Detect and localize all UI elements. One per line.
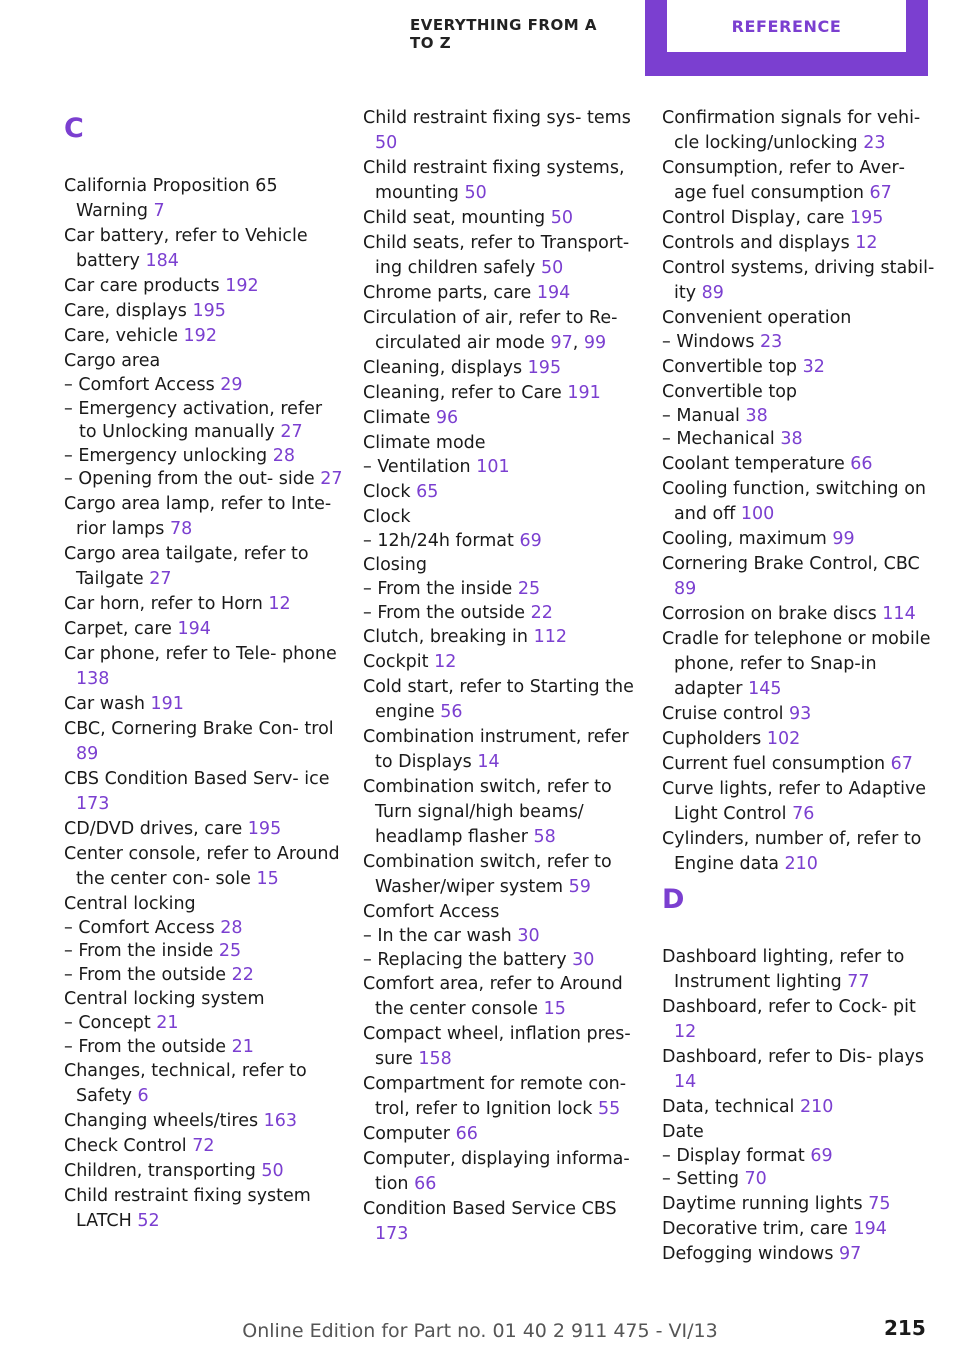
index-entry	[662, 106, 942, 156]
entry-text: Confirmation signals for vehi‐ cle locking/unlocking	[662, 108, 921, 153]
index-column-3	[662, 106, 942, 1267]
entry-text: Care, displays	[64, 301, 193, 321]
index-entry	[64, 299, 344, 324]
entry-text: Control Display, care	[662, 208, 850, 228]
page-reference-link[interactable]: 55	[597, 1099, 621, 1119]
page-reference-link[interactable]: 27	[280, 422, 303, 442]
entry-text: Child seats, refer to Transport‐ ing children safely	[363, 233, 630, 278]
entry-text: Consumption, refer to Aver‐ age fuel consumption	[662, 158, 906, 203]
page-reference-link[interactable]: 195	[527, 358, 562, 378]
index-entry	[363, 625, 643, 650]
page-reference-link[interactable]: 112	[533, 627, 567, 647]
index-entry	[363, 1147, 643, 1197]
index-subentry	[662, 428, 942, 452]
entry-text: Convenient operation	[662, 308, 852, 328]
index-entry	[64, 542, 344, 592]
entry-text: – Comfort Access	[64, 917, 221, 938]
index-entry	[64, 174, 344, 224]
index-entry	[64, 1134, 344, 1159]
index-subentry	[64, 445, 344, 469]
index-entry	[363, 106, 643, 156]
entry-text: – Display format	[662, 1145, 811, 1166]
index-entry	[64, 892, 344, 917]
entry-text: Cargo area	[64, 351, 161, 371]
page-reference-link[interactable]: 50	[464, 183, 487, 203]
index-subentry	[363, 925, 643, 949]
entry-text: Car wash	[64, 693, 151, 714]
entry-text: Child restraint fixing systems, mounting	[363, 158, 625, 203]
entry-text: Combination switch, refer to Washer/wiper system	[363, 852, 612, 897]
index-entry	[662, 1242, 942, 1267]
index-entry	[662, 206, 942, 231]
page-reference-link[interactable]: 102	[766, 728, 801, 749]
index-entry	[662, 256, 942, 306]
index-entry	[662, 527, 942, 552]
page-reference-link[interactable]: 38	[780, 429, 803, 449]
entry-text: Convertible top	[662, 381, 798, 402]
entry-text: Central locking system	[64, 989, 265, 1009]
index-entry	[662, 995, 942, 1045]
index-entry	[662, 1045, 942, 1095]
entry-text: CD/DVD drives, care	[64, 818, 248, 839]
entry-text: Control systems, driving stabil‐ ity	[662, 258, 935, 303]
page-reference-link[interactable]: 12	[855, 233, 878, 253]
entry-text: Computer, displaying informa‐ tion	[363, 1149, 630, 1194]
entry-text: Compact wheel, inflation pres‐ sure	[363, 1024, 631, 1069]
page-reference-link[interactable]: 66	[455, 1124, 478, 1144]
page-reference-link[interactable]: 28	[272, 445, 295, 466]
entry-text: Current fuel consumption	[662, 753, 891, 774]
index-letter-heading: C	[64, 113, 84, 144]
entry-text: – From the outside	[64, 964, 232, 985]
page-reference-link[interactable]: 25	[218, 941, 242, 961]
page-reference-link[interactable]: 101	[476, 457, 510, 477]
index-entry	[363, 1122, 643, 1147]
index-entry	[363, 281, 643, 306]
entry-text: – In the car wash	[363, 926, 518, 946]
page-reference-link[interactable]: 191	[150, 693, 184, 714]
index-entry	[363, 480, 643, 505]
page-reference-link[interactable]: 15	[256, 868, 279, 889]
page-reference-link[interactable]: 192	[183, 326, 217, 346]
page-reference-link[interactable]: 12	[268, 593, 291, 614]
page-reference-link[interactable]: 22	[231, 964, 254, 985]
index-entry	[662, 1120, 942, 1145]
page-reference-link[interactable]: 97	[550, 333, 573, 353]
page-reference-link[interactable]: 195	[247, 818, 282, 839]
entry-text: – Opening from the out‐ side	[64, 469, 321, 489]
entry-text: Climate mode	[363, 433, 486, 453]
page-reference-link[interactable]: 72	[192, 1136, 215, 1156]
index-entry	[363, 431, 643, 456]
page-reference-link[interactable]: 22	[530, 602, 553, 623]
section-title: EVERYTHING FROM A TO Z	[410, 16, 597, 52]
index-entry	[662, 627, 942, 702]
page-reference-link[interactable]: 194	[853, 1218, 887, 1239]
index-subentry	[662, 1168, 942, 1192]
entry-text: CBS Condition Based Serv‐ ice	[64, 768, 330, 789]
entry-text: Car care products	[64, 276, 226, 296]
entry-text: – Mechanical	[662, 429, 781, 449]
entry-text: Cornering Brake Control, CBC	[662, 553, 920, 574]
index-entry	[64, 617, 344, 642]
index-entry	[64, 1184, 344, 1234]
index-subentry	[64, 964, 344, 988]
entry-text: – Comfort Access	[64, 375, 221, 395]
entry-text: Controls and displays	[662, 233, 856, 253]
index-subentry	[64, 940, 344, 964]
page-reference-link[interactable]: 89	[701, 283, 724, 303]
page-reference-link[interactable]: 192	[225, 276, 259, 296]
index-entry	[662, 1217, 942, 1242]
page-reference-link[interactable]: 66	[414, 1174, 437, 1194]
entry-text: Check Control	[64, 1136, 193, 1156]
index-entry	[64, 717, 344, 767]
entry-text: – Emergency activation, refer to Unlocking manually	[64, 398, 323, 442]
index-entry: Circulation of air, refer to Re‐ circulated air mode 97, 99	[363, 308, 618, 353]
index-entry	[662, 380, 942, 405]
index-entry	[64, 1109, 344, 1134]
index-entry	[363, 356, 643, 381]
entry-text: Curve lights, refer to Adaptive Light Control	[662, 778, 927, 824]
page-reference-link[interactable]: 14	[674, 1071, 697, 1092]
page-reference-link[interactable]: 184	[145, 251, 179, 271]
entry-text: Cleaning, refer to Care	[363, 383, 568, 403]
page-reference-link[interactable]: 23	[863, 133, 886, 153]
index-entry	[662, 552, 942, 602]
index-subentry	[363, 578, 643, 602]
page-reference-link[interactable]: 30	[572, 949, 595, 970]
entry-text: Cleaning, displays	[363, 358, 528, 378]
entry-text: Car horn, refer to Horn	[64, 593, 269, 614]
entry-text: – From the inside	[64, 941, 219, 961]
index-subentry	[64, 398, 344, 445]
entry-text: Cold start, refer to Starting the engine	[363, 677, 634, 722]
index-letter-heading: D	[662, 883, 685, 915]
page-reference-link[interactable]: 96	[435, 408, 459, 428]
index-entry	[363, 900, 643, 925]
entry-text: – From the inside	[363, 579, 518, 599]
index-entry	[64, 324, 344, 349]
index-subentry	[662, 1145, 942, 1169]
index-entry	[662, 1192, 942, 1217]
page-reference-link[interactable]: 7	[153, 201, 165, 221]
page-reference-link[interactable]: 6	[137, 1086, 149, 1106]
entry-text: – Ventilation	[363, 457, 477, 477]
index-entry	[363, 553, 643, 578]
page-reference-link[interactable]: 30	[517, 926, 540, 946]
index-entry	[662, 777, 942, 827]
entry-text: Closing	[363, 555, 427, 575]
page-reference-link[interactable]: 194	[536, 283, 571, 303]
entry-text: Clock	[363, 506, 411, 527]
entry-text: Compartment for remote con‐ trol, refer to Ignition lock	[363, 1074, 627, 1119]
index-entry	[363, 381, 643, 406]
page-reference-link[interactable]: 50	[550, 208, 574, 228]
entry-text: Center console, refer to Around the center con‐ sole	[64, 843, 340, 889]
page-reference-link[interactable]: 173	[76, 793, 110, 814]
page-reference-link[interactable]: 59	[568, 877, 591, 897]
entry-text: Circulation of air, refer to Re‐ circulated air mode	[363, 308, 618, 353]
page-reference-link[interactable]: 38	[745, 405, 768, 426]
entry-text: Child seat, mounting	[363, 208, 551, 228]
page-reference-link[interactable]: 28	[220, 917, 243, 938]
entry-text: CBC, Cornering Brake Con‐ trol	[64, 718, 334, 739]
reference-tab[interactable]	[645, 0, 928, 76]
entry-text: Changes, technical, refer to Safety	[64, 1061, 307, 1106]
index-entry	[662, 1095, 942, 1120]
entry-text: Changing wheels/tires	[64, 1111, 264, 1131]
index-entry	[363, 206, 643, 231]
entry-text: California Proposition 65 Warning	[64, 176, 278, 221]
index-entry	[363, 850, 643, 900]
page-reference-link[interactable]: 77	[847, 971, 870, 992]
entry-text: Cooling, maximum	[662, 528, 833, 549]
index-entry	[662, 945, 942, 995]
index-entry	[363, 231, 643, 281]
index-entry	[363, 156, 643, 206]
index-subentry	[64, 917, 344, 941]
entry-text: Combination switch, refer to Turn signal/high beams/ headlamp flasher	[363, 777, 612, 847]
page-reference-link[interactable]: 67	[890, 753, 913, 774]
page-reference-link[interactable]: 70	[744, 1169, 767, 1189]
page-reference-link[interactable]: 210	[784, 853, 818, 874]
page-reference-link[interactable]: 145	[748, 678, 782, 699]
page-reference-link[interactable]: 75	[868, 1193, 891, 1214]
index-subentry	[64, 1036, 344, 1060]
index-entry	[363, 972, 643, 1022]
entry-text: Date	[662, 1121, 704, 1142]
index-entry	[662, 727, 942, 752]
entry-text: Coolant temperature	[662, 453, 851, 474]
page-reference-link[interactable]: 89	[674, 578, 697, 599]
page-reference-link[interactable]: 32	[802, 356, 825, 377]
entry-text: Defogging windows	[662, 1243, 840, 1264]
entry-text: Cupholders	[662, 728, 767, 749]
page-reference-link[interactable]: 27	[149, 568, 172, 589]
index-subentry	[64, 374, 344, 398]
index-entry	[64, 1059, 344, 1109]
index-entry	[363, 1022, 643, 1072]
page-reference-link[interactable]: 14	[477, 752, 500, 772]
page-reference-link[interactable]: 191	[567, 383, 601, 403]
index-entry	[64, 817, 344, 842]
page-reference-link[interactable]: 21	[156, 1013, 179, 1033]
page-reference-link[interactable]: 97	[839, 1243, 862, 1264]
index-entry	[662, 477, 942, 527]
page-reference-link[interactable]: 67	[869, 183, 892, 203]
page-reference-link[interactable]: 50	[540, 258, 564, 278]
index-entry	[64, 492, 344, 542]
entry-text: – From the outside	[363, 602, 531, 623]
index-subentry	[662, 331, 942, 355]
entry-text: Cargo area tailgate, refer to Tailgate	[64, 543, 309, 589]
index-entry	[363, 1197, 643, 1247]
reference-tab-label: REFERENCE	[667, 0, 906, 52]
page-reference-link[interactable]: 210	[799, 1096, 834, 1117]
index-entry	[363, 505, 643, 530]
entry-text: Dashboard, refer to Cock‐ pit	[662, 996, 916, 1017]
entry-text: Clock	[363, 481, 417, 502]
page-reference-link[interactable]: 76	[792, 803, 815, 824]
page-reference-link[interactable]: 15	[543, 999, 566, 1019]
page-reference-link[interactable]: 58	[533, 827, 556, 847]
page-reference-link[interactable]: 173	[375, 1224, 409, 1244]
entry-text: Corrosion on brake discs	[662, 603, 883, 624]
entry-text: – Setting	[662, 1169, 745, 1189]
index-entry	[64, 767, 344, 817]
entry-text: Children, transporting	[64, 1161, 262, 1181]
entry-text: Decorative trim, care	[662, 1218, 854, 1239]
index-entry	[662, 702, 942, 727]
entry-text: Daytime running lights	[662, 1193, 869, 1214]
index-entry	[363, 775, 643, 850]
entry-text: Comfort area, refer to Around the center console	[363, 974, 623, 1019]
page-reference-link[interactable]: 89	[76, 743, 99, 764]
page-reference-link[interactable]: 29	[220, 375, 243, 395]
index-subentry	[64, 468, 344, 492]
index-entry	[662, 827, 942, 877]
index-entry	[662, 355, 942, 380]
entry-text: Central locking	[64, 893, 196, 914]
entry-text: – Concept	[64, 1013, 157, 1033]
index-column-2	[363, 106, 643, 1247]
page-reference-link[interactable]: 99	[583, 333, 607, 353]
entry-text: Car battery, refer to Vehicle battery	[64, 226, 308, 271]
entry-text: Data, technical	[662, 1096, 800, 1117]
entry-text: Cruise control	[662, 703, 790, 724]
index-subentry	[363, 949, 643, 973]
index-entry	[64, 592, 344, 617]
entry-text: Combination instrument, refer to Displays	[363, 727, 629, 772]
entry-text: Cradle for telephone or mobile phone, refer to Snap-in adapter	[662, 628, 931, 699]
page-reference-link[interactable]: 52	[137, 1211, 160, 1231]
page-reference-link[interactable]: 195	[192, 301, 226, 321]
entry-text: Condition Based Service CBS	[363, 1199, 617, 1219]
entry-text: – Emergency unlocking	[64, 445, 273, 466]
page-reference-link[interactable]: 99	[832, 528, 855, 549]
index-entry	[662, 602, 942, 627]
footer-edition: Online Edition for Part no. 01 40 2 911 475 - VI/13	[242, 1320, 718, 1342]
entry-text: Care, vehicle	[64, 326, 184, 346]
index-entry	[64, 1159, 344, 1184]
entry-text: Child restraint fixing system LATCH	[64, 1186, 311, 1231]
index-entry	[363, 406, 643, 431]
index-entry	[662, 156, 942, 206]
entry-text: Child restraint fixing sys‐ tems	[363, 108, 631, 128]
index-entry	[64, 224, 344, 274]
page-reference-link[interactable]: 114	[882, 603, 916, 624]
page-reference-link[interactable]: 138	[76, 668, 110, 689]
entry-text: Dashboard, refer to Dis‐ plays	[662, 1046, 924, 1067]
entry-text: Cylinders, number of, refer to Engine data	[662, 828, 922, 874]
entry-text: – Replacing the battery	[363, 949, 573, 970]
entry-text: Car phone, refer to Tele‐ phone	[64, 643, 337, 664]
entry-text: Convertible top	[662, 356, 803, 377]
index-entry	[363, 1072, 643, 1122]
entry-text: – From the outside	[64, 1036, 232, 1057]
entry-text: Computer	[363, 1124, 456, 1144]
page-reference-link[interactable]: 66	[850, 453, 873, 474]
index-entry	[64, 349, 344, 374]
page-number: 215	[884, 1316, 926, 1340]
index-entry	[64, 642, 344, 692]
entry-text: Carpet, care	[64, 618, 178, 639]
page-reference-link[interactable]: 163	[263, 1111, 298, 1131]
page-reference-link[interactable]: 50	[375, 133, 398, 153]
page-reference-link[interactable]: 100	[740, 503, 775, 524]
entry-text: – 12h/24h format	[363, 530, 520, 551]
entry-text: Comfort Access	[363, 902, 500, 922]
page-reference-link[interactable]: 25	[517, 579, 541, 599]
entry-text: Chrome parts, care	[363, 283, 537, 303]
index-entry	[662, 752, 942, 777]
page-reference-link[interactable]: 194	[177, 618, 211, 639]
index-entry	[64, 987, 344, 1012]
index-column-1	[64, 106, 344, 1234]
index-subentry	[363, 456, 643, 480]
page-reference-link[interactable]: 69	[810, 1145, 833, 1166]
page-reference-link[interactable]: 21	[231, 1036, 254, 1057]
page-reference-link[interactable]: 195	[849, 208, 884, 228]
index-entry	[662, 452, 942, 477]
index-entry	[64, 274, 344, 299]
page-reference-link[interactable]: 23	[760, 332, 783, 352]
entry-text: – Windows	[662, 332, 760, 352]
index-subentry	[363, 602, 643, 626]
index-entry	[363, 725, 643, 775]
index-subentry	[64, 1012, 344, 1036]
page-reference-link[interactable]: 93	[789, 703, 812, 724]
index-subentry	[363, 530, 643, 554]
index-entry	[64, 692, 344, 717]
entry-text: Climate	[363, 408, 436, 428]
page-reference-link[interactable]: 12	[674, 1021, 697, 1042]
entry-text: Dashboard lighting, refer to Instrument lighting	[662, 946, 905, 992]
entry-text: Cargo area lamp, refer to Inte‐ rior lamps	[64, 493, 332, 539]
index-subentry	[662, 405, 942, 429]
index-entry	[662, 306, 942, 331]
page-reference-link[interactable]: 50	[261, 1161, 284, 1181]
entry-text: – Manual	[662, 405, 746, 426]
entry-text: Cooling function, switching on and off	[662, 478, 927, 524]
index-entry	[662, 231, 942, 256]
page-reference-link[interactable]: 27	[320, 469, 343, 489]
index-entry	[363, 650, 643, 675]
page-reference-link[interactable]: 69	[519, 530, 542, 551]
index-entry	[64, 842, 344, 892]
page-reference-link[interactable]: 158	[418, 1049, 452, 1069]
page-reference-link[interactable]: 12	[434, 652, 457, 672]
index-entry	[363, 675, 643, 725]
page-reference-link[interactable]: 65	[416, 481, 439, 502]
entry-text: Cockpit	[363, 652, 435, 672]
page-reference-link[interactable]: 56	[440, 702, 463, 722]
page-reference-link[interactable]: 78	[169, 518, 193, 539]
entry-text: Clutch, breaking in	[363, 627, 534, 647]
